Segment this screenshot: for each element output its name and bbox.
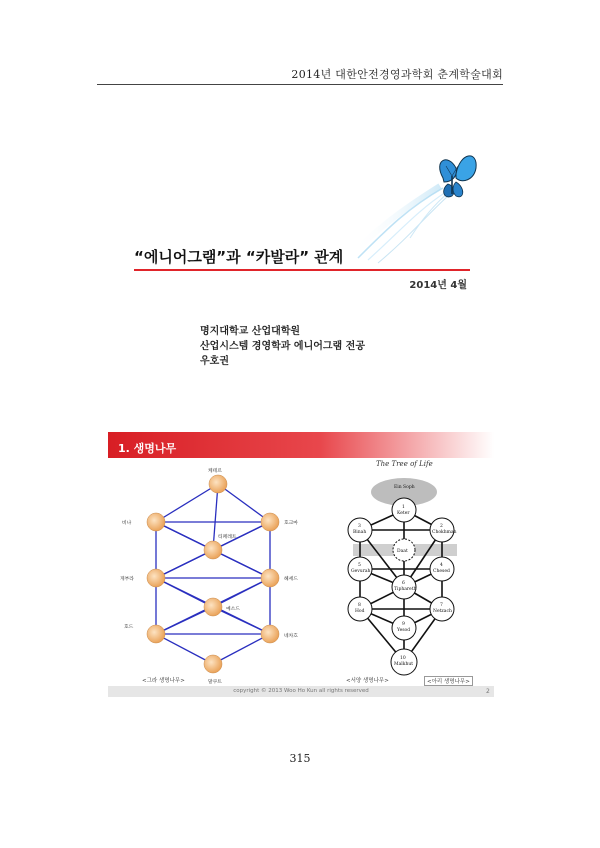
sephirah-10-name: Malkhut — [394, 662, 414, 667]
sephirah-6-number: 6 — [402, 581, 405, 586]
caption-gra-tree: <그라 생명나무> — [142, 678, 185, 684]
caption-ari-tree: <아리 생명나무> — [424, 676, 473, 686]
sephirah-5-name: Gevurah — [351, 569, 371, 574]
node-label-keter: 케테르 — [208, 469, 222, 474]
document-title: “에니어그램”과 “카발라” 관계 — [134, 248, 344, 266]
node-label-tiphareth: 티페레트 — [218, 535, 237, 540]
butterfly-icon — [348, 148, 498, 266]
sephirah-9-number: 9 — [402, 622, 405, 627]
caption-western-tree: <서양 생명나무> — [346, 678, 389, 684]
sephirah-5-number: 5 — [358, 563, 361, 568]
slide-number: 2 — [486, 688, 490, 695]
sephirah-4-name: Chesed — [433, 569, 450, 574]
sephirah-7-number: 7 — [440, 603, 443, 608]
gra-tree-diagram — [156, 484, 270, 664]
affiliation-school: 명지대학교 산업대학원 — [200, 326, 301, 337]
title-underline — [134, 269, 470, 271]
slide-banner-title: 1. 생명나무 — [118, 442, 177, 455]
node-label-binah: 비나 — [122, 521, 132, 526]
affiliation-department: 산업시스템 경영학과 에니어그램 전공 — [200, 341, 366, 352]
sephirah-3-number: 3 — [358, 524, 361, 529]
slide-graphic — [108, 432, 494, 698]
node-label-netzach: 네차흐 — [284, 634, 298, 639]
gra-tree-nodes — [147, 475, 279, 673]
sephirah-10-number: 10 — [400, 656, 406, 661]
node-label-chokhmah: 호크마 — [284, 521, 298, 526]
header-rule — [97, 84, 503, 85]
sephirah-7-name: Netzach — [433, 609, 452, 614]
slide-copyright: copyright © 2013 Woo Ho Kun all rights reserved — [233, 688, 369, 694]
node-label-malkhut: 말쿠트 — [208, 680, 222, 685]
sephirah-1-name: Keter — [397, 511, 410, 516]
node-label-chesed: 헤세드 — [284, 577, 298, 582]
sephirah-2-number: 2 — [440, 524, 443, 529]
label-ein-soph: Ein Soph — [394, 485, 415, 490]
page-number: 315 — [289, 752, 311, 765]
sephirah-8-name: Hod — [355, 609, 365, 614]
sephirah-6-name: Tiphareth — [394, 587, 417, 592]
slide-figure — [108, 432, 494, 698]
label-daat: Daat — [397, 549, 408, 554]
sephirah-8-number: 8 — [358, 603, 361, 608]
document-date: 2014년 4월 — [409, 280, 467, 291]
conference-header: 2014년 대한안전경영과학회 춘계학술대회 — [291, 68, 503, 81]
author-name: 우호권 — [200, 356, 229, 367]
node-label-hod: 호드 — [124, 625, 134, 630]
node-label-yesod: 예소드 — [226, 607, 240, 612]
sephirah-3-name: Binah — [353, 530, 367, 535]
tree-of-life-title: The Tree of Life — [376, 460, 433, 468]
sephirah-1-number: 1 — [402, 505, 405, 510]
sephirah-4-number: 4 — [440, 563, 443, 568]
sephirah-2-name: Chokhmah — [432, 530, 457, 535]
sephirah-9-name: Yesod — [397, 628, 411, 633]
node-label-gevurah: 게부라 — [120, 577, 134, 582]
